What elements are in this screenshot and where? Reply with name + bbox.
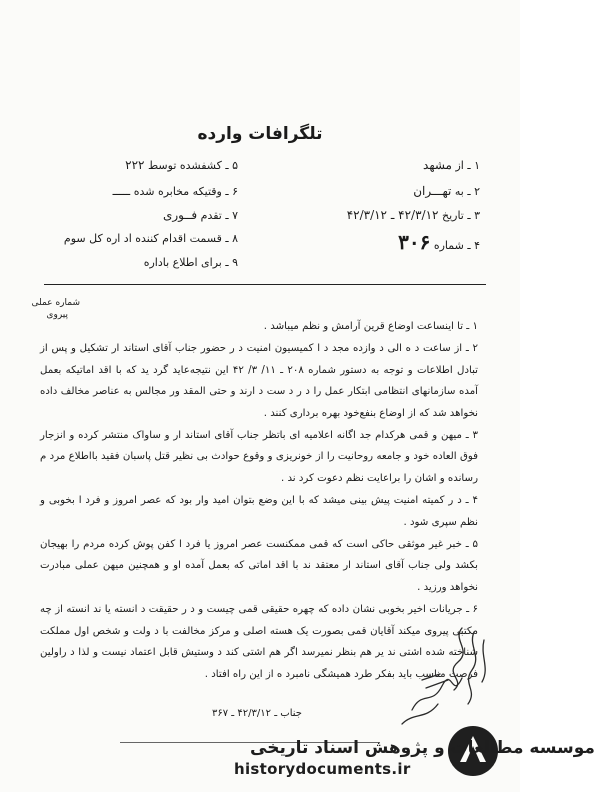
header-action-unit xyxy=(64,232,238,245)
header-divider xyxy=(44,284,486,285)
header-number-label: ۴ ـ شماره xyxy=(433,239,480,252)
paragraph-1: ۱ ـ تا اینساعت اوضاع قرین آرامش و نظم میباشد . xyxy=(263,321,478,332)
header-date-label: ۳ ـ تاریخ xyxy=(441,209,480,222)
header-from-label: ۱ ـ از xyxy=(455,159,480,172)
watermark-english: historydocuments.ir xyxy=(234,760,411,778)
paragraph-6: ۶ ـ جریانات اخیر بخوبی نشان داده که چهره حقیقی قمی چیست و د ر حقیقت د انسته یا ند انسته از چه مکتبی پیروی میکند آقایان قمی بصورت یک هسته اصلی و مرکز مخالفت با د ولت و شخص اول مملکت شناخته شده اشتی ند یر هم بنظر نمیرسد اگر هم اشتی کند د وستیش قابل اعتماد نیست و لذا د راولین فرصت مناسب باید بفکر طرد همیشگی نامبرد ه از این راه افتاد . xyxy=(40,604,478,680)
meta-number-label: شماره xyxy=(55,298,80,308)
signature-line: جناب ـ ۴۲/۳/۱۲ ـ ۳۶۷ xyxy=(212,708,302,719)
paragraph-4: ۴ ـ د ر کمیته امنیت پیش بینی میشد که با این وضع بتوان امید وار بود که عصر امروز و فرد ا بخوبی و نظم سپری شود . xyxy=(40,495,478,528)
header-priority-value: فــوری xyxy=(162,208,198,222)
header-date-value: ۴۲/۳/۱۲ ـ ۴۲/۳/۱۲ xyxy=(346,208,439,222)
paragraph-5: ۵ ـ خبر غیر موثقی حاکی است که قمی ممکنست عصر امروز یا فرد ا کفن پوش کرده مردم را بهیجان بکشد ولی جناب آقای استاند ار معتقد ند با اقد اماتی که بعمل آمده او و همچنین میهن عملی مبادرت نخواهد ورزید . xyxy=(40,539,478,593)
document-title: تلگرافات وارده xyxy=(197,124,323,144)
header-info-to-label: ۹ ـ برای اطلاع باداره xyxy=(143,256,238,269)
header-sent-time-value: ـــــ xyxy=(112,184,131,198)
header-number xyxy=(398,230,480,254)
paragraph-3: ۳ ـ میهن و قمی هرکدام جد اگانه اعلامیه ای باتظر جناب آقای استاند ار و ساواک منتشر کرده و انزجار فوق العاده خود و جامعه روحانیت را از خونریزی و وقوع حوادث بی نظیر قتل پاسبان فقید بااطلاع مرد م رسانده و اشان را براعایت نظم دعوت کرد ند . xyxy=(40,430,478,484)
header-to xyxy=(413,184,480,198)
header-priority xyxy=(163,208,238,222)
meta-number xyxy=(32,298,81,308)
meta-number-value: عملی xyxy=(31,298,53,308)
header-sent-time xyxy=(113,184,238,198)
header-number-value: ۳۰۶ xyxy=(398,230,431,254)
header-to-label: ۲ ـ به xyxy=(454,185,480,198)
header-decoded-by-value: ۲۲۲ xyxy=(125,158,145,172)
paragraph-2: ۲ ـ از ساعت د ه الی د وازده مجد د ا کمیسیون امنیت د ر حضور جناب آقای استاند ار تشکیل و پس از تبادل اطلاعات و توجه به دستور شماره ۲۰۸ ـ ۱۱/ ۳/ ۴۲ این نتیجه‌عاید گرد ید که با اقد اماتیکه بعمل آمده سازمانهای انتظامی ابتکار عمل را د ر د ست د ارند و حتی المقد ور مجالس به عناصر مخالف داده نخواهد شد که از اوضاع بنفع‌خود بهره برداری کنند . xyxy=(40,343,478,419)
handwritten-annotation xyxy=(392,620,492,730)
meta-note: پیروی xyxy=(46,310,68,320)
header-to-value: تهـــران xyxy=(413,184,452,198)
header-info-to xyxy=(144,256,238,269)
header-action-unit-label: ۸ ـ قسمت اقدام کننده اد اره کل سوم xyxy=(63,232,238,245)
header-decoded-by xyxy=(125,158,238,172)
header-priority-label: ۷ ـ تقدم xyxy=(200,209,238,222)
watermark-persian: موسسه مطالعات و پژوهش اسناد تاریخی xyxy=(250,738,595,758)
header-from xyxy=(423,158,480,172)
header-from-value: مشهد xyxy=(423,158,452,172)
header-date xyxy=(347,208,480,222)
header-sent-time-label: ۶ ـ وقتیکه مخابره شده xyxy=(133,185,238,198)
header-decoded-by-label: ۵ ـ کشفشده توسط xyxy=(147,159,238,172)
